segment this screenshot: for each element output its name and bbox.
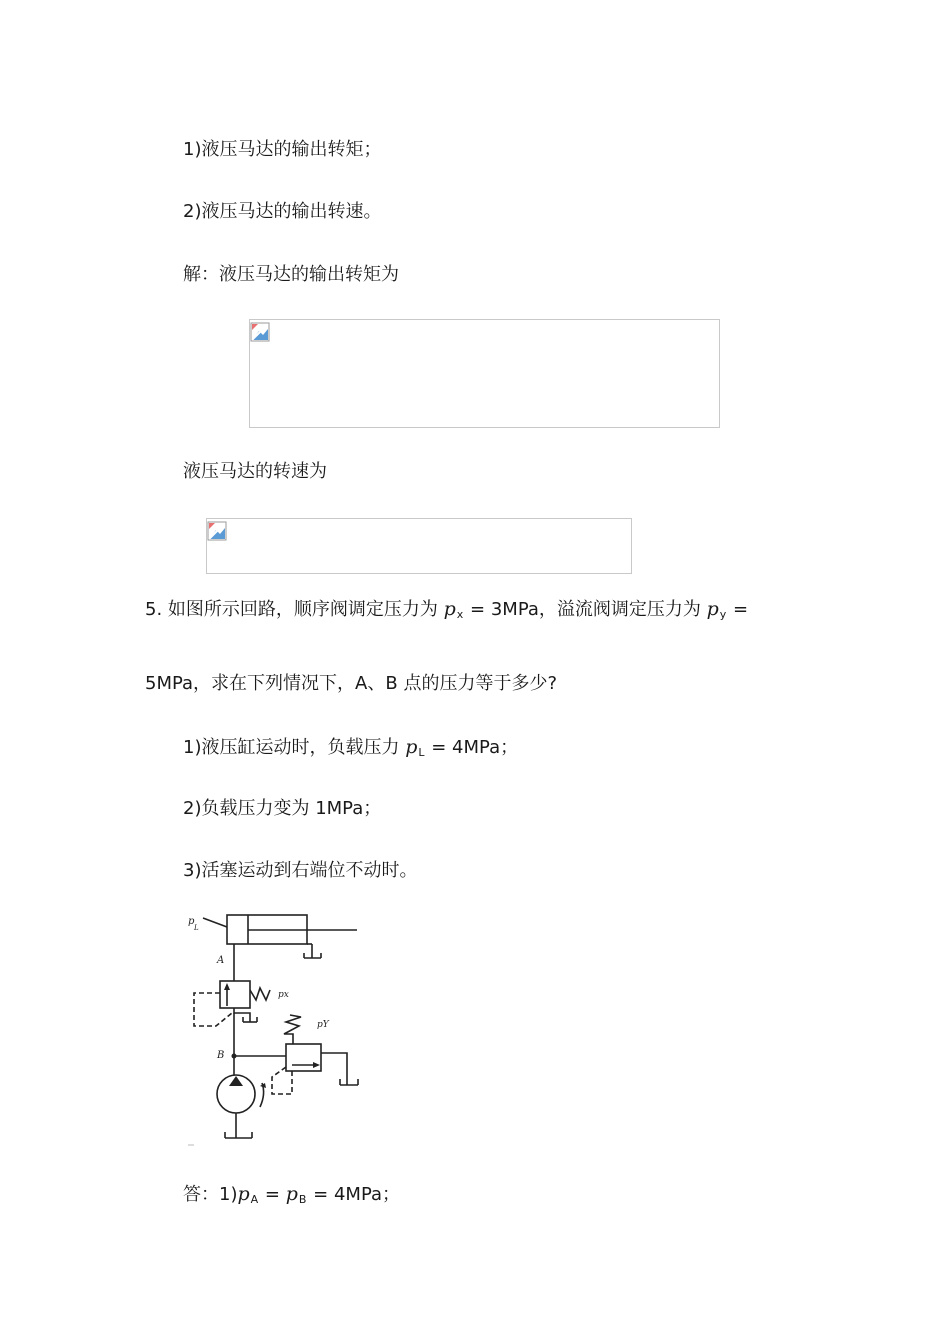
broken-image-icon <box>207 521 227 541</box>
py-symbol: p <box>706 598 719 620</box>
answer-line: 答：1)pA = pB = 4MPa； <box>183 1183 401 1206</box>
label-py: pY <box>317 1020 329 1030</box>
px-symbol: p <box>443 598 456 620</box>
question-5-line-1: 5. 如图所示回路，顺序阀调定压力为 px = 3MPa，溢流阀调定压力为 py = <box>145 598 749 621</box>
question-item-1: 1)液压马达的输出转矩； <box>183 139 382 160</box>
label-a: A <box>217 955 225 966</box>
sequence-valve <box>220 981 250 1008</box>
label-pl: p <box>188 916 195 927</box>
junction-b <box>232 1054 237 1059</box>
question-item-2: 2)液压马达的输出转速。 <box>183 201 382 222</box>
px-subscript: x <box>456 608 464 621</box>
label-px: px <box>278 990 289 1000</box>
label-pl-sub: L <box>194 924 199 932</box>
q5-item-3: 3)活塞运动到右端位不动时。 <box>183 860 418 881</box>
hydraulic-circuit-diagram <box>180 905 370 1150</box>
question-5-line-2: 5MPa，求在下列情况下，A、B 点的压力等于多少? <box>145 673 557 694</box>
pl-subscript: L <box>418 746 425 759</box>
relief-arrow-icon <box>313 1062 320 1068</box>
relief-valve-spring <box>284 1015 301 1044</box>
label-b: B <box>217 1050 225 1061</box>
solution-intro: 解：液压马达的输出转矩为 <box>183 264 399 285</box>
q5-item-2: 2)负载压力变为 1MPa； <box>183 798 382 819</box>
q5-item-1: 1)液压缸运动时，负载压力 pL = 4MPa； <box>183 736 519 759</box>
speed-formula-image <box>206 518 632 574</box>
pb-subscript: B <box>298 1193 307 1206</box>
pump-arrow-icon <box>229 1076 243 1086</box>
valve-arrow-icon <box>224 983 230 990</box>
relief-valve <box>286 1044 321 1071</box>
speed-intro: 液压马达的转速为 <box>183 461 327 482</box>
pa-symbol: p <box>237 1183 250 1205</box>
pl-symbol: p <box>405 736 418 758</box>
py-subscript: y <box>719 608 727 621</box>
pb-symbol: p <box>285 1183 298 1205</box>
torque-formula-image <box>249 319 720 428</box>
broken-image-icon <box>250 322 270 342</box>
pa-subscript: A <box>250 1193 259 1206</box>
sequence-valve-spring <box>250 988 270 1000</box>
